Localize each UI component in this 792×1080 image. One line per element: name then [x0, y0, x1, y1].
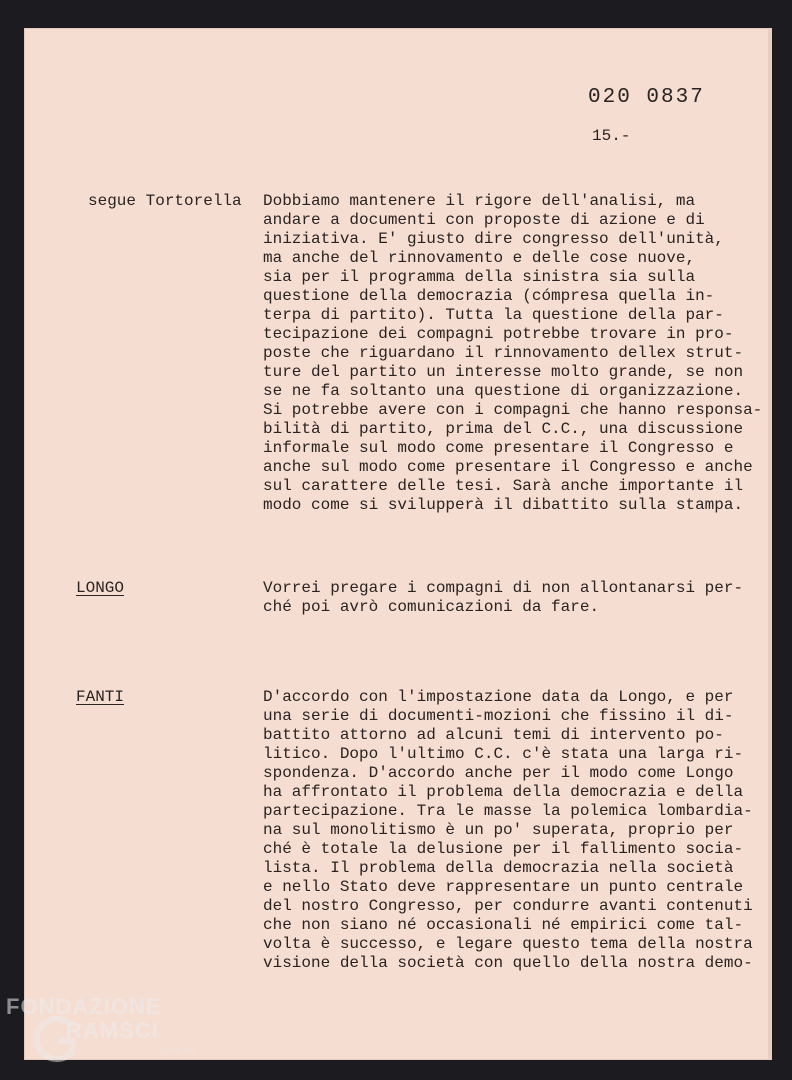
text-line: del nostro Congresso, per condurre avanti contenuti: [263, 897, 753, 915]
page-edge: [768, 28, 772, 1060]
text-line: volta è successo, e legare questo tema della nostra: [263, 935, 753, 953]
text-line: D'accordo con l'impostazione data da Longo, e per: [263, 688, 734, 706]
text-line: battito attorno ad alcuni temi di intervento po-: [263, 726, 724, 744]
text-line: modo come si svilupperà il dibattito sulla stampa.: [263, 496, 744, 514]
text-line: ché è totale la delusione per il fallimento socia-: [263, 840, 744, 858]
text-line: sia per il programma della sinistra sia sulla: [263, 268, 696, 286]
text-line: litico. Dopo l'ultimo C.C. c'è stata una larga ri-: [263, 745, 744, 763]
text-line: Si potrebbe avere con i compagni che hanno responsa-: [263, 401, 763, 419]
text-line: ture del partito un interesse molto grande, se non: [263, 363, 744, 381]
text-line: una serie di documenti-mozioni che fissino il di-: [263, 707, 734, 725]
speech-tortorella: [263, 192, 763, 515]
text-line: ma anche del rinnovamento e delle cose nuove,: [263, 249, 696, 267]
text-line: se ne fa soltanto una questione di organizzazione.: [263, 382, 744, 400]
speaker-longo: LONGO: [76, 579, 125, 597]
text-line: spondenza. D'accordo anche per il modo come Longo: [263, 764, 734, 782]
text-line: na sul monolitismo è un po' superata, proprio per: [263, 821, 734, 839]
text-line: bilità di partito, prima del C.C., una discussione: [263, 420, 744, 438]
watermark-line1: FONDAZIONE: [6, 994, 162, 1019]
text-line: anche sul modo come presentare il Congresso e anche: [263, 458, 753, 476]
text-line: questione della democrazia (cómpresa quella in-: [263, 287, 715, 305]
page-number: 15.-: [592, 127, 631, 145]
text-line: ha affrontato il problema della democrazia e della: [263, 783, 744, 801]
text-line: lista. Il problema della democrazia nella società: [263, 859, 734, 877]
fondazione-gramsci-watermark: [4, 994, 204, 1064]
speech-longo: [263, 579, 763, 617]
watermark-line2: RAMSCI: [66, 1018, 159, 1043]
text-line: sul carattere delle tesi. Sarà anche importante il: [263, 477, 744, 495]
text-line: ché poi avrò comunicazioni da fare.: [263, 598, 600, 616]
text-line: e nello Stato deve rappresentare un punto centrale: [263, 878, 744, 896]
text-line: partecipazione. Tra le masse la polemica lombardia-: [263, 802, 753, 820]
text-line: poste che riguardano il rinnovamento dellex strut-: [263, 344, 744, 362]
text-line: informale sul modo come presentare il Congresso e: [263, 439, 734, 457]
text-line: che non siano né occasionali né empirici come tal-: [263, 916, 744, 934]
text-line: tecipazione dei compagni potrebbe trovare in pro-: [263, 325, 734, 343]
speaker-fanti: FANTI: [76, 688, 125, 706]
watermark-line3: ONLUS: [164, 1046, 197, 1055]
text-line: andare a documenti con proposte di azione e di: [263, 211, 705, 229]
archive-page-code: 020 0837: [588, 86, 705, 109]
text-line: terpa di partito). Tutta la questione della par-: [263, 306, 724, 324]
speech-fanti: [263, 688, 763, 973]
text-line: iniziativa. E' giusto dire congresso dell'unità,: [263, 230, 724, 248]
text-line: Vorrei pregare i compagni di non allontanarsi per-: [263, 579, 744, 597]
speaker-tortorella: segue Tortorella: [88, 192, 242, 210]
text-line: Dobbiamo mantenere il rigore dell'analisi, ma: [263, 192, 696, 210]
text-line: visione della società con quello della nostra demo-: [263, 954, 753, 972]
